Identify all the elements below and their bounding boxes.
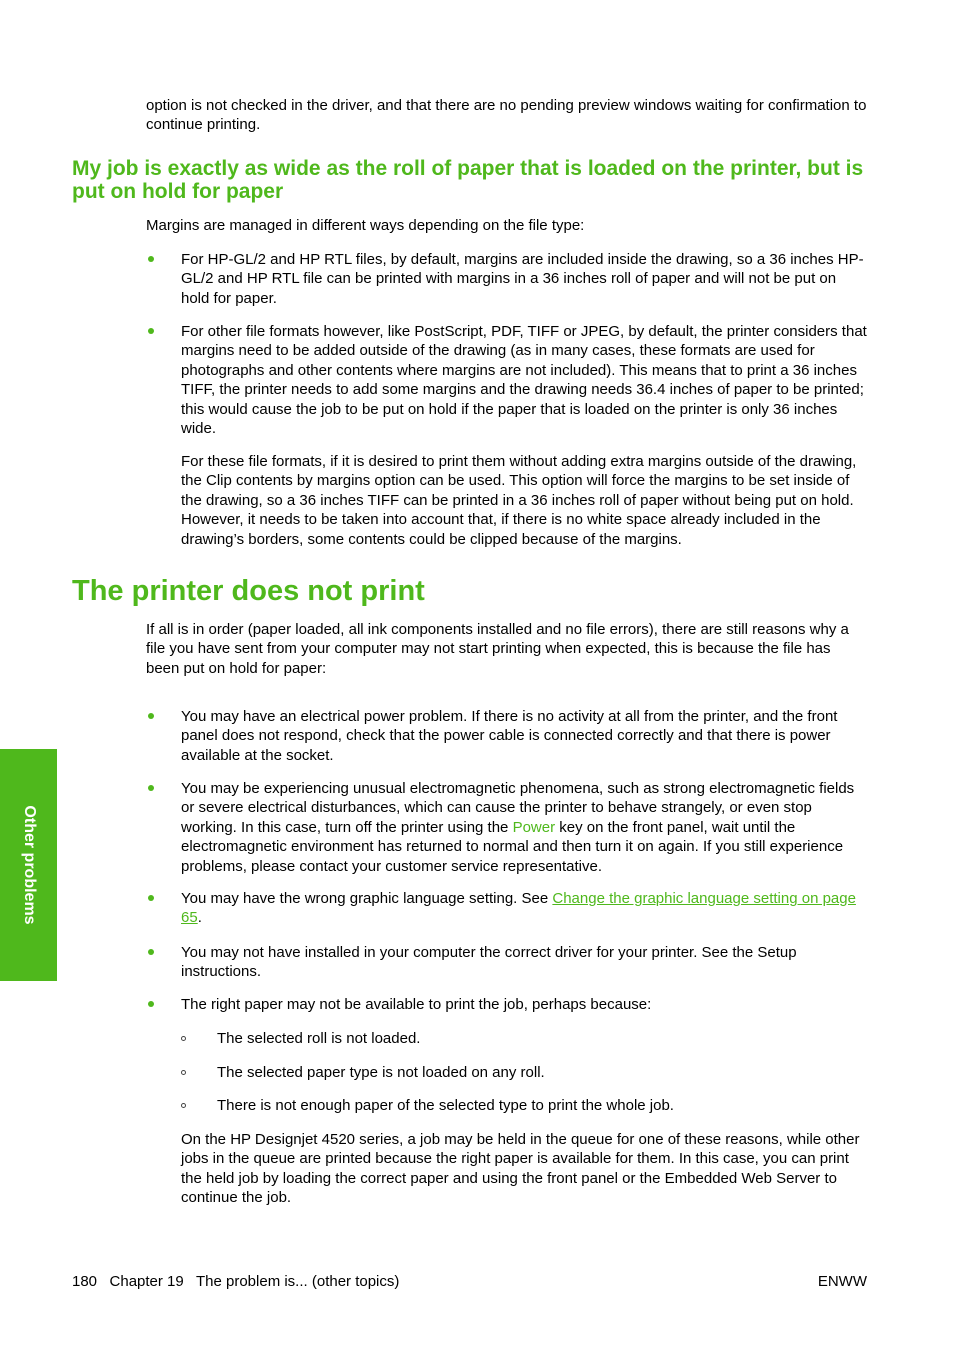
list-item — [181, 889, 868, 928]
graphic-language-link[interactable]: Change the graphic language setting on page 65 — [181, 890, 856, 927]
bullet-icon — [146, 256, 156, 266]
sub-bullet-icon — [180, 1036, 188, 1044]
sub-list-item: There is not enough paper of the selected type to print the whole job. — [217, 1097, 674, 1114]
power-key-label: Power — [512, 818, 556, 836]
footer-enww: ENWW — [817, 1273, 867, 1290]
closing-paragraph: On the HP Designjet 4520 series, a job may be held in the queue for one of these reasons, while other jobs in the queue are printed because the right paper is available for them. In this case, you can print the held job by loading the correct paper and using the front panel or the Embedded Web Server to continue the job. — [181, 1131, 860, 1207]
list-item-text: You may have the wrong graphic language setting. See — [181, 890, 553, 907]
printer-intro: If all is in order (paper loaded, all ink components installed and no file errors), there are still reasons why a file you have sent from your computer may not start printing when expected, this is because the file has been put on hold for paper: — [146, 621, 849, 677]
footer-page-info: 180 Chapter 19 The problem is... (other topics) — [72, 1273, 400, 1290]
list-item — [181, 779, 868, 876]
list-item-text: You may be experiencing unusual electromagnetic phenomena, such as strong electromagnetic fields or severe electrical disturbances, which can cause the printer to behave strangely, or even stop working. In this case, turn off the printer using the — [181, 780, 855, 836]
sub-list-item: The selected roll is not loaded. — [217, 1030, 421, 1047]
bullet-icon — [146, 949, 156, 959]
bullet-icon — [146, 785, 156, 795]
section-heading-job-on-hold: My job is exactly as wide as the roll of paper that is loaded on the printer, but is put on hold for paper — [72, 157, 864, 203]
side-chapter-tab-label: Other problems — [20, 805, 38, 925]
list-item: The right paper may not be available to print the job, perhaps because: — [181, 996, 652, 1013]
list-item: You may not have installed in your computer the correct driver for your printer. See the Setup instructions. — [181, 944, 797, 981]
margins-intro: Margins are managed in different ways depending on the file type: — [146, 217, 585, 234]
sub-list-item: The selected paper type is not loaded on any roll. — [217, 1064, 545, 1081]
bullet-icon — [146, 1001, 156, 1011]
side-chapter-tab — [0, 749, 57, 981]
list-item-followup: For these file formats, if it is desired to print them without adding extra margins outside of the drawing, the Clip contents by margins option can be used. This option will force the margins to be set inside of the drawing, so a 36 inches TIFF can be printed in a 36 inches roll of paper without being put on hold. However, it needs to be taken into account that, if there is no white space already included in the drawing’s borders, some contents could be clipped because of the margins. — [181, 453, 857, 548]
bullet-icon — [146, 895, 156, 905]
list-item: For other file formats however, like PostScript, PDF, TIFF or JPEG, by default, the printer considers that margins need to be added outside of the drawing (as in many cases, these formats are used for photographs and other contents where margins are not included). This means that to print a 36 inches TIFF, the printer needs to add some margins and the drawing needs 36.4 inches of paper to be printed; this would cause the job to be put on hold if the paper that is loaded on the printer is only 36 inches wide. — [181, 323, 867, 438]
list-item-text: . — [197, 909, 202, 927]
section-heading-printer-does-not-print: The printer does not print — [72, 575, 425, 607]
sub-bullet-icon — [180, 1070, 188, 1078]
continuation-paragraph: option is not checked in the driver, and that there are no pending preview windows waiting for confirmation to continue printing. — [146, 97, 867, 134]
bullet-icon — [146, 713, 156, 723]
bullet-icon — [146, 328, 156, 338]
list-item-text: key on the front panel, wait until the electromagnetic environment has returned to normal and then turn it on again. If you still experience problems, please contact your customer service representative. — [181, 818, 844, 875]
list-item: For HP-GL/2 and HP RTL files, by default, margins are included inside the drawing, so a 36 inches HP-GL/2 and HP RTL file can be printed with margins in a 36 inches roll of paper and will not be put on hold for paper. — [181, 251, 864, 307]
list-item: You may have an electrical power problem. If there is no activity at all from the printer, and the front panel does not respond, check that the power cable is connected correctly and that there is power available at the socket. — [181, 708, 838, 764]
sub-bullet-icon — [180, 1103, 188, 1111]
